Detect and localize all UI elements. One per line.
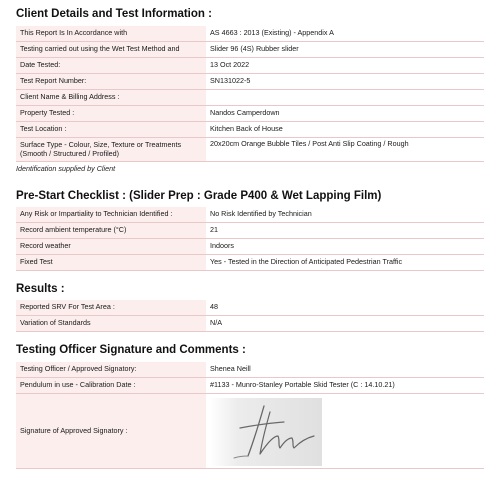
row-value: 20x20cm Orange Bubble Tiles / Post Anti Slip Coating / Rough — [206, 138, 484, 162]
table-row — [16, 90, 484, 106]
row-value: N/A — [206, 316, 484, 332]
client-details-table — [16, 26, 484, 162]
row-value: Yes - Tested in the Direction of Anticipated Pedestrian Traffic — [206, 255, 484, 271]
table-row — [16, 316, 484, 332]
row-label: Any Risk or Impartiality to Technician Identified : — [16, 207, 206, 223]
row-value: AS 4663 : 2013 (Existing) - Appendix A — [206, 26, 484, 42]
test-report — [16, 8, 484, 469]
table-row — [16, 362, 484, 378]
officer-heading: Testing Officer Signature and Comments : — [16, 344, 246, 356]
table-row — [16, 106, 484, 122]
row-label: Property Tested : — [16, 106, 206, 122]
row-label: Variation of Standards — [16, 316, 206, 332]
row-value: 48 — [206, 300, 484, 316]
row-value: Shenea Neill — [206, 362, 484, 378]
row-label: Test Location : — [16, 122, 206, 138]
signature-label: Signature of Approved Signatory : — [16, 394, 206, 469]
identification-note: Identification supplied by Client — [16, 164, 116, 173]
table-row — [16, 300, 484, 316]
row-value: Slider 96 (4S) Rubber slider — [206, 42, 484, 58]
row-label: Testing carried out using the Wet Test Method and — [16, 42, 206, 58]
row-label: This Report Is In Accordance with — [16, 26, 206, 42]
row-label: Record ambient temperature (°C) — [16, 223, 206, 239]
row-label: Fixed Test — [16, 255, 206, 271]
row-label: Test Report Number: — [16, 74, 206, 90]
row-label: Reported SRV For Test Area : — [16, 300, 206, 316]
signature-row — [16, 394, 484, 469]
results-heading: Results : — [16, 283, 65, 295]
table-row — [16, 26, 484, 42]
row-label — [16, 138, 206, 162]
row-label: Date Tested: — [16, 58, 206, 74]
row-value — [206, 90, 484, 106]
row-value: Indoors — [206, 239, 484, 255]
handwritten-signature-icon — [210, 398, 322, 466]
officer-table — [16, 362, 484, 469]
table-row — [16, 74, 484, 90]
table-row — [16, 122, 484, 138]
row-value: Nandos Camperdown — [206, 106, 484, 122]
results-table — [16, 300, 484, 332]
row-label: Record weather — [16, 239, 206, 255]
table-row — [16, 378, 484, 394]
table-row — [16, 207, 484, 223]
row-label: Testing Officer / Approved Signatory: — [16, 362, 206, 378]
row-label: Client Name & Billing Address : — [16, 90, 206, 106]
row-value: Kitchen Back of House — [206, 122, 484, 138]
row-value: 13 Oct 2022 — [206, 58, 484, 74]
pre-start-heading: Pre-Start Checklist : (Slider Prep : Grade P400 & Wet Lapping Film) — [16, 190, 382, 202]
table-row — [16, 138, 484, 162]
row-value: 21 — [206, 223, 484, 239]
table-row — [16, 223, 484, 239]
table-row — [16, 42, 484, 58]
row-value: #1133 - Munro-Stanley Portable Skid Tester (C : 14.10.21) — [206, 378, 484, 394]
row-label: Pendulum in use - Calibration Date : — [16, 378, 206, 394]
row-label-line2: (Smooth / Structured / Profiled) — [20, 148, 120, 158]
client-details-heading: Client Details and Test Information : — [16, 8, 212, 20]
row-value: SN131022-5 — [206, 74, 484, 90]
table-row — [16, 239, 484, 255]
table-row — [16, 58, 484, 74]
row-value: No Risk Identified by Technician — [206, 207, 484, 223]
pre-start-table — [16, 207, 484, 271]
signature-box — [210, 396, 484, 466]
table-row — [16, 255, 484, 271]
row-label-line1: Surface Type - Colour, Size, Texture or Treatments — [20, 139, 182, 149]
signature-cell — [206, 394, 484, 469]
